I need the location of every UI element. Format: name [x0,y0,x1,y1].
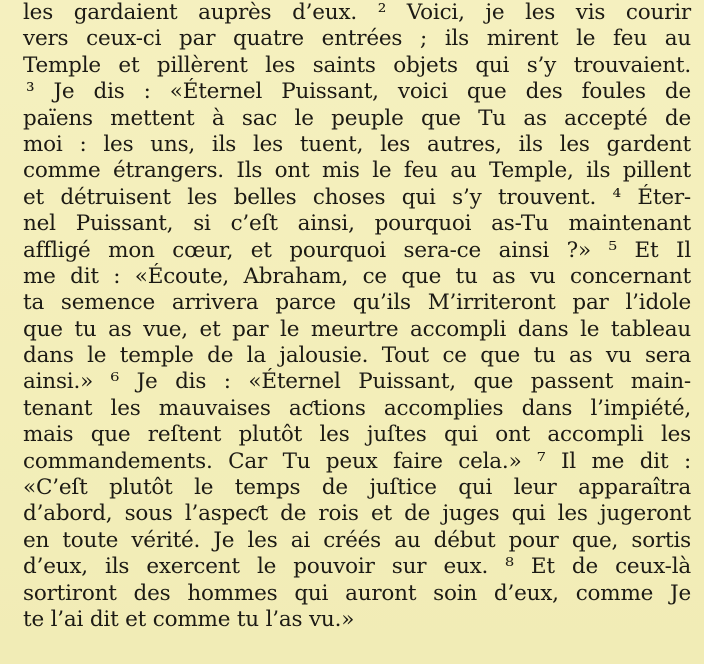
text-line-8: et détruisent les belles choses qui s’y trouvent. ⁴ Éter- [23,184,691,210]
text-line-14: dans le temple de la jalousie. Tout ce que tu as vu sera [23,343,691,369]
text-line-21: en toute vérité. Je les ai créés au début pour que, sortis [23,527,691,553]
text-line-23: sortiront des hommes qui auront soin d’eux, comme Je [23,580,691,606]
text-line-13: que tu as vue, et par le meurtre accompli dans le tableau [23,316,691,342]
text-line-3: Temple et pillèrent les saints objets qui s’y trouvaient. [23,52,691,78]
text-line-19: «C’eſt plutôt le temps de juſtice qui leur apparaîtra [23,475,691,501]
text-line-5: païens mettent à sac le peuple que Tu as accepté de [23,105,691,131]
text-line-12: ta semence arrivera parce qu’ils M’irriteront par l’idole [23,290,691,316]
text-line-22: d’eux, ils exercent le pouvoir sur eux. ⁸ Et de ceux-là [23,554,691,580]
text-line-18: commandements. Car Tu peux faire cela.» ⁷ Il me dit : [23,448,691,474]
body-text [23,0,691,633]
text-line-7: comme étrangers. Ils ont mis le feu au Temple, ils pillent [23,158,691,184]
text-line-10: affligé mon cœur, et pourquoi sera-ce ainsi ?» ⁵ Et Il [23,237,691,263]
text-line-11: me dit : «Écoute, Abraham, ce que tu as vu concernant [23,263,691,289]
text-line-4: ³ Je dis : «Éternel Puissant, voici que des foules de [26,79,691,105]
text-line-2: vers ceux-ci par quatre entrées ; ils mirent le feu au [23,26,691,52]
text-line-17: mais que reſtent plutôt les juſtes qui ont accompli les [23,422,691,448]
text-line-20: d’abord, sous l’aspeƈt de rois et de juges qui les jugeront [23,501,691,527]
text-line-6: moi : les uns, ils les tuent, les autres, ils les gardent [23,131,691,157]
text-line-24: te l’ai dit et comme tu l’as vu.» [23,606,355,632]
text-line-1: les gardaient auprès d’eux. ² Voici, je les vis courir [23,0,691,25]
text-line-9: nel Puissant, si c’eſt ainsi, pourquoi as-Tu maintenant [23,211,691,237]
text-line-15: ainsi.» ⁶ Je dis : «Éternel Puissant, que passent main- [23,369,691,395]
text-line-16: tenant les mauvaises aƈtions accomplies dans l’impiété, [23,395,691,421]
